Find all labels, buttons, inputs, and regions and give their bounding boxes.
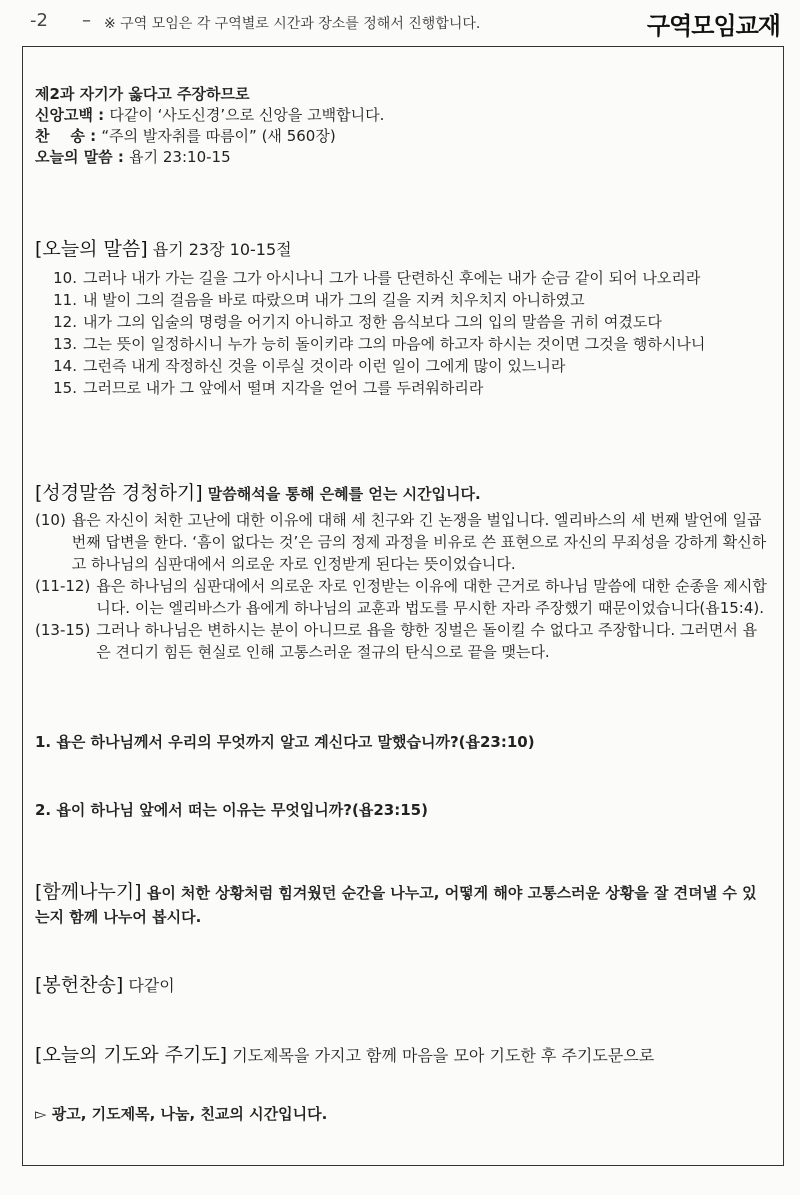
explain-text: 욥은 하나님의 심판대에서 의로운 자로 인정받는 이유에 대한 근거로 하나님 말씀에 대한 순종을 제시합니다. 이는 엘리바스가 욥에게 하나님의 교훈과 법도를 무시한 자라 주장했기 때문이었습니다(욥15:4). <box>96 577 767 617</box>
verse-item <box>45 355 770 377</box>
verse-number: 14. <box>53 357 77 375</box>
verse-number: 15. <box>53 379 77 397</box>
verses-section <box>35 234 770 399</box>
lesson-title: 제2과 자기가 옳다고 주장하므로 <box>35 85 250 103</box>
verse-number: 10. <box>53 269 77 287</box>
hymn-label: 찬 송 : <box>35 127 97 145</box>
confession-line <box>35 105 770 126</box>
verse-text: 그는 뜻이 일정하시니 누가 능히 돌이키랴 그의 마음에 하고자 하시는 것이면 그것을 행하시나니 <box>83 335 706 353</box>
verse-number: 12. <box>53 313 77 331</box>
header-note: ※ 구역 모임은 각 구역별로 시간과 장소를 정해서 진행합니다. <box>104 16 481 32</box>
share-text: 욥이 처한 상황처럼 힘겨웠던 순간을 나누고, 어떻게 해야 고통스러운 상황을 잘 견뎌낼 수 있는지 함께 나누어 봅시다. <box>35 884 757 926</box>
question-2: 2. 욥이 하나님 앞에서 떠는 이유는 무엇입니까?(욥23:15) <box>35 801 428 819</box>
listen-title: [성경말씀 경청하기] <box>35 482 203 504</box>
explain-text: 욥은 자신이 처한 고난에 대한 이유에 대해 세 친구와 긴 논쟁을 벌입니다. 엘리바스의 세 번째 발언에 일곱 번째 답변을 한다. ‘흠이 없다는 것’은 금의 정제 과정을 비유로 쓴 표현으로 자신의 무죄성을 강하게 확신하고 하나님의 심판대에서 의로운 자로 인정받게 된다는 뜻이었습니다. <box>71 511 767 573</box>
hymn-line <box>35 126 770 147</box>
verse-item <box>45 311 770 333</box>
offering-title: [봉헌찬송] <box>35 974 124 996</box>
explain-ref: (11-12) <box>35 577 91 595</box>
notice-line: ▻ 광고, 기도제목, 나눔, 친교의 시간입니다. <box>35 1105 328 1123</box>
prayer-title: [오늘의 기도와 주기도] <box>35 1044 228 1066</box>
verse-text: 그런즉 내게 작정하신 것을 이루실 것이라 이런 일이 그에게 많이 있느니라 <box>83 357 566 375</box>
verse-item <box>45 333 770 355</box>
verse-number: 13. <box>53 335 77 353</box>
verses-title: [오늘의 말씀] <box>35 238 148 260</box>
word-label: 오늘의 말씀 : <box>35 148 124 166</box>
explain-item <box>35 575 770 619</box>
offering-text: 다같이 <box>128 976 175 995</box>
share-section <box>35 880 770 929</box>
verse-text: 내가 그의 입술의 명령을 어기지 아니하고 정한 음식보다 그의 입의 말씀을 귀히 여겼도다 <box>83 313 662 331</box>
offering-section <box>35 970 770 997</box>
header-title: 구역모임교재 <box>646 12 780 40</box>
confession-label: 신앙고백 : <box>35 106 105 124</box>
intro-block <box>35 84 770 168</box>
verse-item <box>45 377 770 399</box>
page-number: -2 <box>30 10 48 31</box>
question-1: 1. 욥은 하나님께서 우리의 무엇까지 알고 계신다고 말했습니까?(욥23:10) <box>35 733 535 751</box>
header-dash: – <box>82 10 91 31</box>
explain-ref: (13-15) <box>35 621 91 639</box>
prayer-section <box>35 1040 770 1067</box>
verse-text: 그러므로 내가 그 앞에서 떨며 지각을 얻어 그를 두려워하리라 <box>83 379 484 397</box>
verses-ref: 욥기 23장 10-15절 <box>152 240 292 259</box>
share-title: [함께나누기] <box>35 881 142 903</box>
verse-item <box>45 289 770 311</box>
explain-item <box>35 509 770 575</box>
prayer-text: 기도제목을 가지고 함께 마음을 모아 기도한 후 주기도문으로 <box>232 1046 655 1065</box>
confession-text: 다같이 ‘사도신경’으로 신앙을 고백합니다. <box>109 106 385 124</box>
hymn-text: “주의 발자취를 따름이” (새 560장) <box>101 127 336 145</box>
page-header <box>30 6 780 38</box>
verse-text: 그러나 내가 가는 길을 그가 아시나니 그가 나를 단련하신 후에는 내가 순금 같이 되어 나오리라 <box>83 269 701 287</box>
listen-section <box>35 478 770 663</box>
verse-text: 내 발이 그의 걸음을 바로 따랐으며 내가 그의 길을 지켜 치우치지 아니하였고 <box>83 291 585 309</box>
listen-subtitle: 말씀해석을 통해 은혜를 얻는 시간입니다. <box>207 485 481 503</box>
verse-list <box>45 267 770 399</box>
explain-ref: (10) <box>35 511 66 529</box>
explain-text: 그러나 하나님은 변하시는 분이 아니므로 욥을 향한 징벌은 돌이킬 수 없다고 주장합니다. 그러면서 욥은 견디기 힘든 현실로 인해 고통스러운 절규의 탄식으로 끝을 맺는다. <box>96 621 758 661</box>
word-text: 욥기 23:10-15 <box>129 148 231 166</box>
explain-list <box>35 509 770 663</box>
verse-item <box>45 267 770 289</box>
verse-number: 11. <box>53 291 77 309</box>
word-line <box>35 147 770 168</box>
explain-item <box>35 619 770 663</box>
